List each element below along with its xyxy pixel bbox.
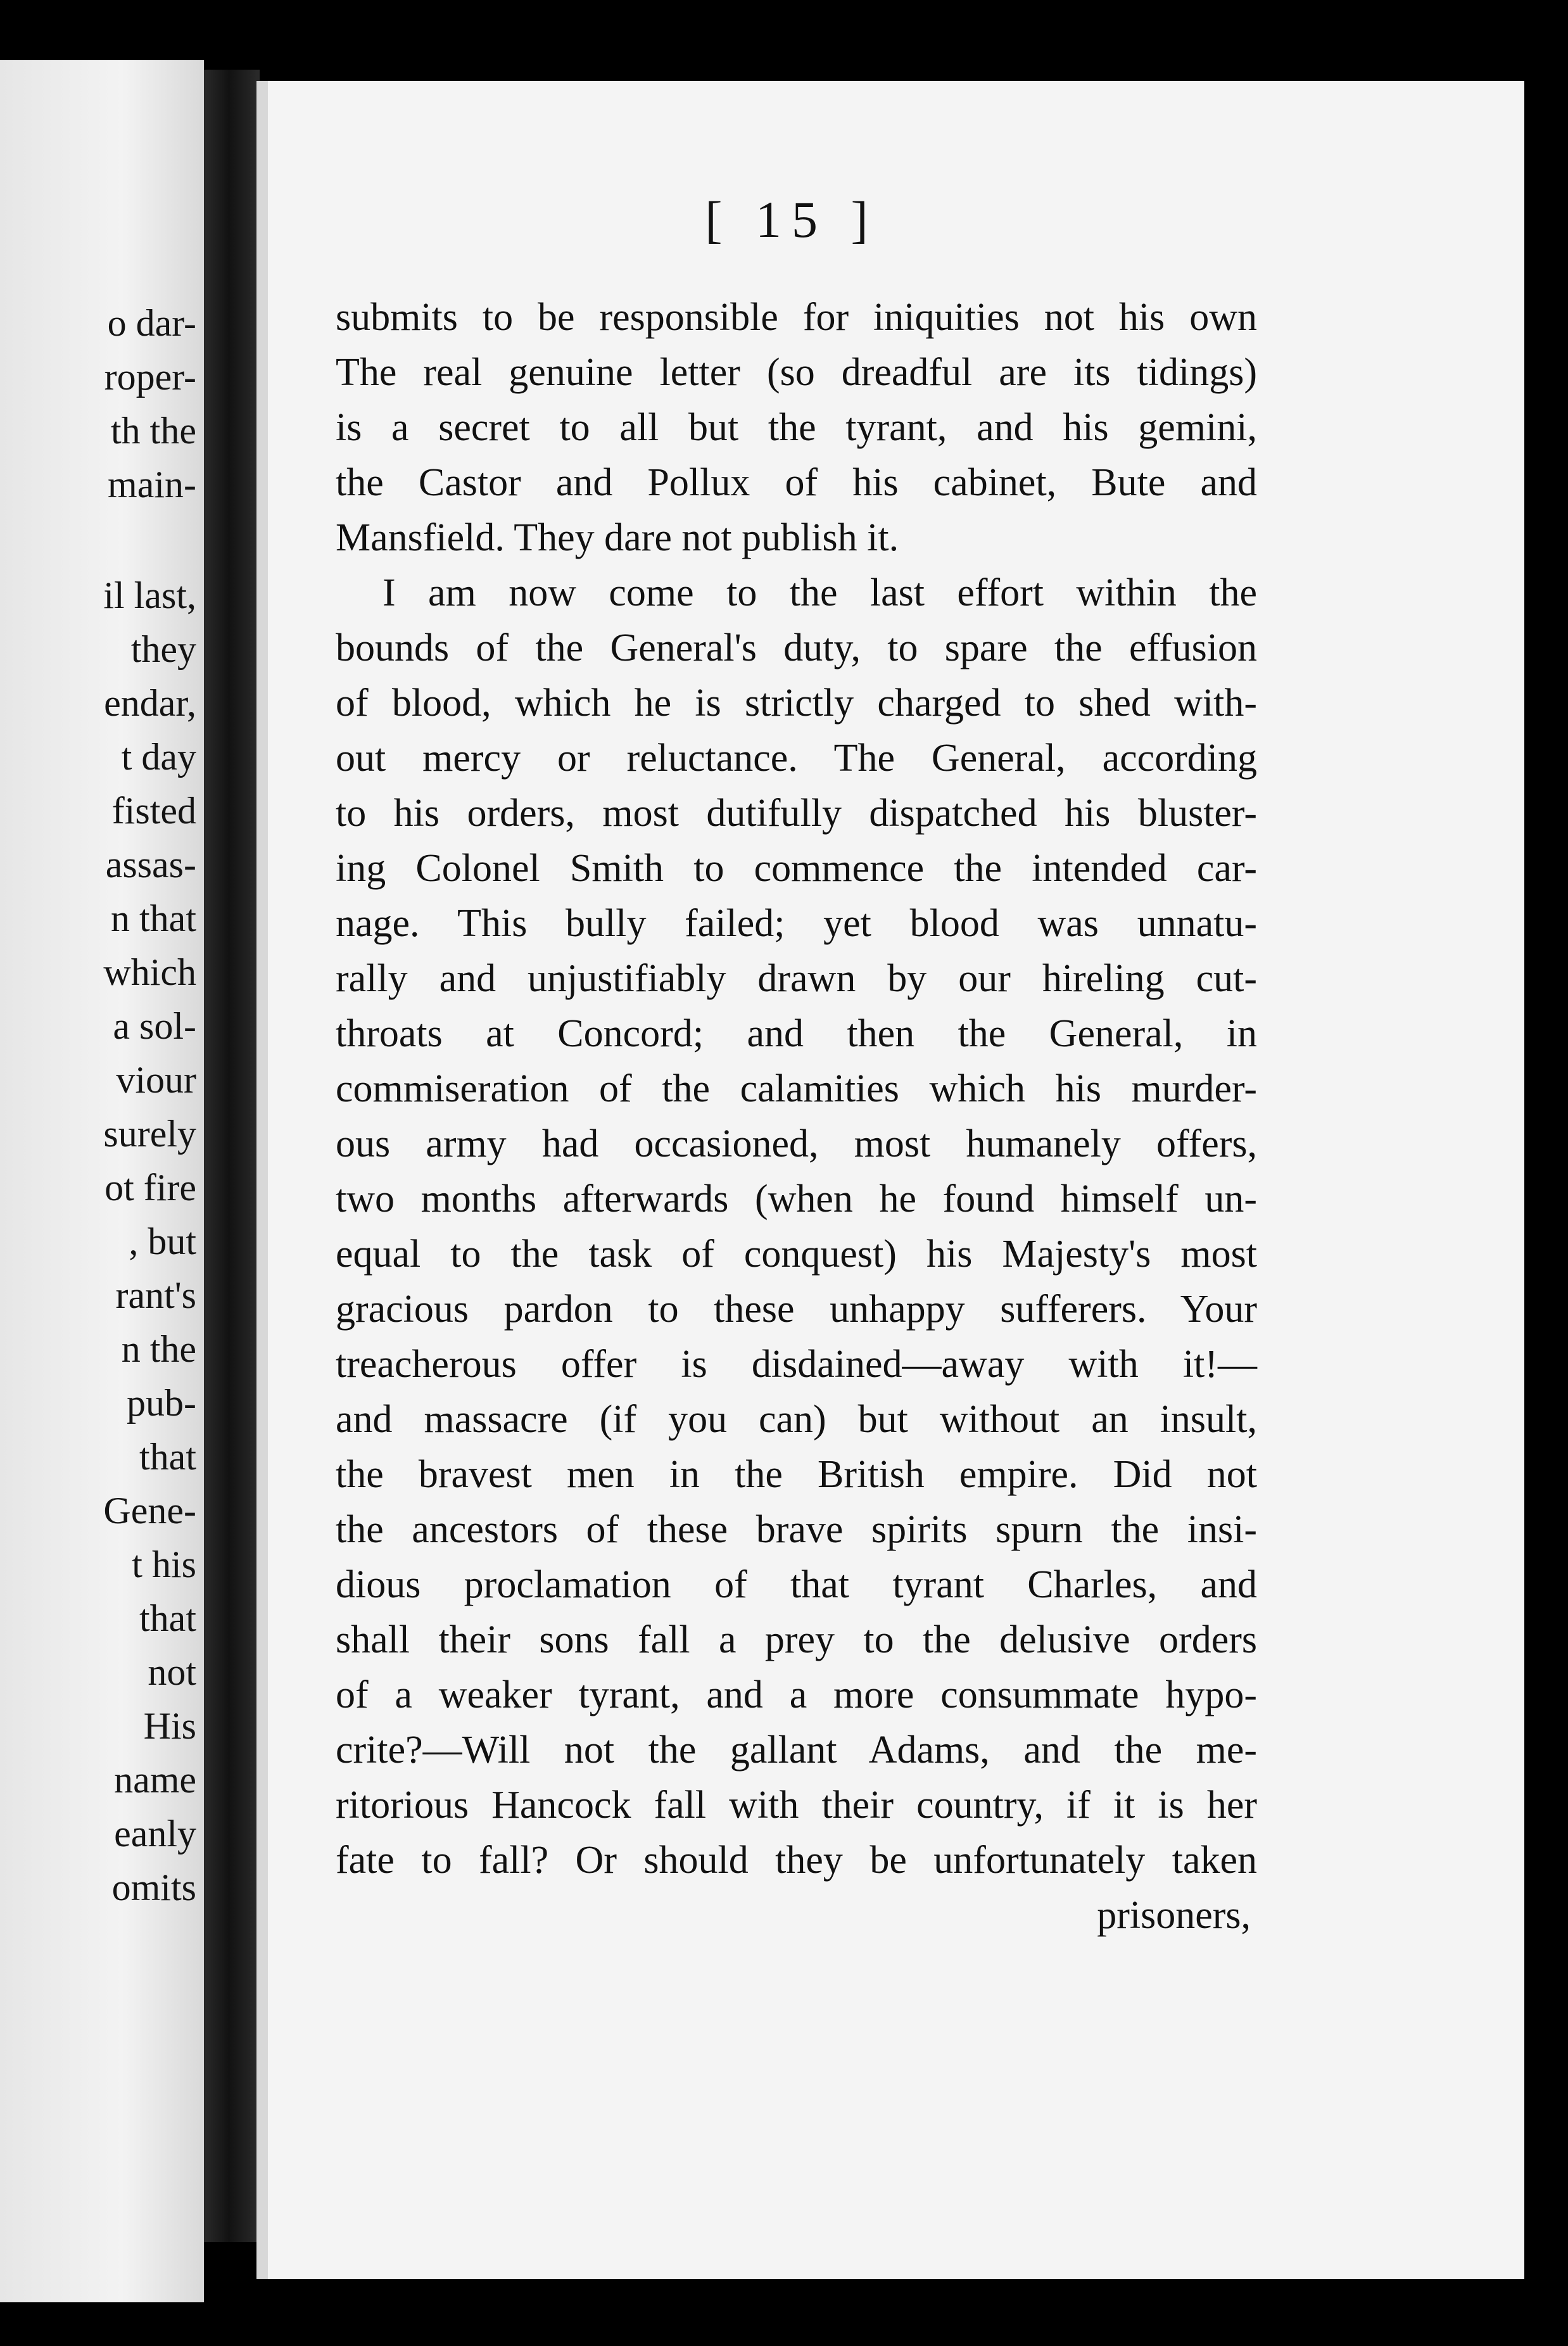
text-line: nage. This bully failed; yet blood was unnatu- (336, 902, 1257, 945)
facing-page-line: viour (116, 1059, 196, 1101)
facing-page-line: Gene- (103, 1490, 196, 1531)
text-line: of blood, which he is strictly charged to shed with- (336, 682, 1257, 725)
facing-page-line: fisted (111, 790, 196, 832)
text-line: commiseration of the calamities which his murder- (336, 1067, 1257, 1110)
facing-page-line: which (103, 951, 196, 993)
facing-page-line: o dar- (107, 302, 196, 344)
text-line: fate to fall? Or should they be unfortunately taken (336, 1839, 1257, 1882)
text-line: equal to the task of conquest) his Majesty's most (336, 1233, 1257, 1276)
text-line: rally and unjustifiably drawn by our hireling cut- (336, 957, 1257, 1000)
text-line: bounds of the General's duty, to spare the effusion (336, 626, 1257, 669)
facing-page-line: rant's (115, 1274, 196, 1316)
facing-page-line: assas- (105, 844, 196, 885)
facing-page-line: pub- (127, 1382, 196, 1424)
page-number: [ 15 ] (705, 191, 878, 248)
facing-page-line: eanly (114, 1813, 196, 1855)
text-line: is a secret to all but the tyrant, and his gemini, (336, 406, 1257, 449)
text-line: ing Colonel Smith to commence the intended car- (336, 847, 1257, 890)
body-text (336, 290, 1257, 1943)
facing-page-line: surely (103, 1113, 196, 1155)
text-line: submits to be responsible for iniquities not his own (336, 296, 1257, 339)
facing-page-line: , but (129, 1221, 196, 1262)
text-line: treacherous offer is disdained—away with it!— (336, 1343, 1257, 1386)
text-line: ritorious Hancock fall with their country, if it is her (336, 1784, 1257, 1827)
facing-page-line: name (114, 1759, 196, 1801)
text-line: out mercy or reluctance. The General, according (336, 737, 1257, 780)
text-line: crite?—Will not the gallant Adams, and the me- (336, 1728, 1257, 1772)
book-gutter (204, 70, 260, 2242)
facing-page-line: th the (111, 410, 196, 452)
text-line: gracious pardon to these unhappy sufferers. Your (336, 1288, 1257, 1331)
facing-page-line: ot fire (104, 1167, 196, 1208)
facing-page-line: t his (132, 1544, 196, 1585)
text-line: to his orders, most dutifully dispatched his bluster- (336, 792, 1257, 835)
facing-page-line: n the (121, 1328, 196, 1370)
facing-page-line: endar, (104, 682, 196, 724)
facing-page-line: roper- (104, 356, 196, 398)
facing-page-line: il last, (103, 574, 196, 616)
text-line: the ancestors of these brave spirits spurn the insi- (336, 1508, 1257, 1551)
facing-page-line: t day (121, 736, 196, 778)
text-line: shall their sons fall a prey to the delusive orders (336, 1618, 1257, 1661)
facing-page-line: His (143, 1705, 196, 1747)
text-line: of a weaker tyrant, and a more consummate hypo- (336, 1673, 1257, 1716)
text-line: throats at Concord; and then the General, in (336, 1012, 1257, 1055)
text-line: the Castor and Pollux of his cabinet, Bute and (336, 461, 1257, 504)
facing-page-line: not (148, 1651, 196, 1693)
facing-page-line: that (139, 1597, 196, 1639)
facing-page (0, 60, 204, 2302)
text-line: Mansfield. They dare not publish it. (336, 516, 899, 559)
text-line: the bravest men in the British empire. Did not (336, 1453, 1257, 1496)
facing-page-line: they (130, 628, 196, 670)
text-line: and massacre (if you can) but without an insult, (336, 1398, 1257, 1441)
text-line: The real genuine letter (so dreadful are its tidings) (336, 351, 1257, 394)
text-line: ous army had occasioned, most humanely offers, (336, 1122, 1257, 1165)
facing-page-line: a sol- (113, 1005, 196, 1047)
facing-page-line: n that (111, 897, 196, 939)
text-line: I am now come to the last effort within the (383, 571, 1257, 614)
text-line: dious proclamation of that tyrant Charles, and (336, 1563, 1257, 1606)
catchword: prisoners, (1097, 1894, 1251, 1937)
facing-page-line: main- (108, 464, 196, 505)
text-line: two months afterwards (when he found himself un- (336, 1177, 1257, 1221)
facing-page-line: omits (111, 1867, 196, 1908)
facing-page-line: that (139, 1436, 196, 1478)
